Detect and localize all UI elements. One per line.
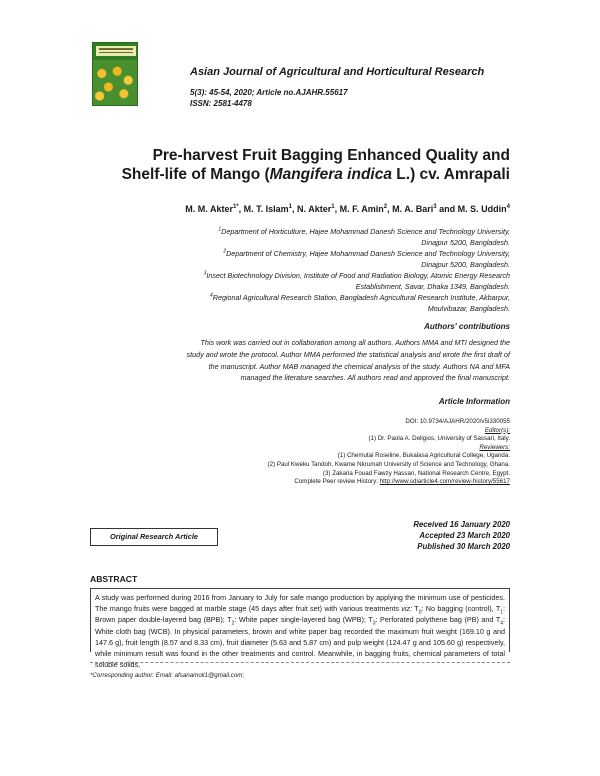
- paper-title-line-1: Pre-harvest Fruit Bagging Enhanced Quality and: [152, 147, 510, 164]
- paper-title-line-2: Shelf-life of Mango (Mangifera indica L.) cv. Amrapali: [121, 166, 510, 183]
- author: M. A. Bari$^3$ and: [392, 204, 458, 214]
- published-date: Published 30 March 2020: [417, 542, 510, 551]
- author: M. F. Amin$^2$,: [339, 204, 393, 214]
- reviewers-label: Reviewers:: [479, 443, 510, 451]
- journal-volume: 5(3): 45-54, 2020; Article no.AJAHR.55617: [190, 88, 348, 97]
- article-info: [90, 418, 510, 487]
- abstract-text: A study was performed during 2016 from January to July for safe mango production by applying the minimum use of pesticides. The mango fruits were bagged at marble stage (45 days after fruit set) with various treatments viz: $T_0$: No bagging (control), $T_1$: Brown paper double-layered bag (BPB); $T_2$: White paper single-layered bag (WPB); $T_3$: Perforated polythene bag (PB) and $T_4$: White cloth bag (WCB). In physical parameters, brown and white paper bag recorded the maximum fruit weight (169.10 g and 147.6 g), fruit length (8.57 and 8.33 cm), fruit diameter (5.63 and 5.87 cm) and pulp weight (124.47 g and 105.60 g) respectively, while minimum result was found in the other treatments and control. Meanwhile, in bagging fruits, chemical parameters of total soluble solids,: [90, 588, 510, 652]
- reviewer-entry: (3) Zakaria Fouad Fawzy Hassan, National Research Centre, Egypt.: [322, 469, 510, 477]
- doi: DOI: 10.9734/AJAHR/2020/v5i330055: [405, 418, 510, 425]
- accepted-date: Accepted 23 March 2020: [419, 531, 510, 540]
- journal-cover-image: [92, 42, 138, 106]
- affiliation: $^3$Insect Biotechnology Division, Institute of Food and Radiation Biology, Atomic Energy Research Establishment, Savar, Dhaka 1349, Bangladesh.: [203, 270, 510, 291]
- review-history-link[interactable]: http://www.sdiarticle4.com/review-history/55617: [379, 478, 510, 486]
- author-list: [90, 204, 510, 214]
- abstract-heading: ABSTRACT: [90, 574, 138, 584]
- contributions-text: This work was carried out in collaboration among all authors. Authors MMA and MTI designed the study and wrote the protocol. Author MMA performed the statistical analysis and wrote the first draft of the manuscript. Author MAB managed the chemical analysis of the study. Authors NA and MFA managed the literature searches. All authors read and approved the final manuscript.: [186, 338, 510, 383]
- paper-title: [90, 146, 510, 184]
- journal-name: Asian Journal of Agricultural and Horticultural Research: [190, 66, 485, 78]
- reviewer-entry: (2) Paul Kweku Tandoh, Kwame Nkrumah University of Science and Technology, Ghana.: [267, 460, 510, 468]
- author: M. M. Akter$^{1*}$,: [185, 204, 244, 214]
- affiliation: $^1$Department of Horticulture, Hajee Mohammad Danesh Science and Technology University, Dinajpur 5200, Bangladesh.: [218, 226, 510, 247]
- contributions-heading: Authors' contributions: [424, 322, 510, 331]
- cover-sunflower-field: [93, 60, 137, 105]
- article-type-badge: Original Research Article: [90, 528, 218, 546]
- cover-title-band: [96, 46, 136, 56]
- article-info-heading: Article Information: [438, 397, 510, 406]
- affiliation: $^2$Department of Chemistry, Hajee Mohammad Danesh Science and Technology University, Dinajpur 5200, Bangladesh.: [223, 248, 510, 269]
- review-history: Complete Peer review History: http://www.sdiarticle4.com/review-history/55617: [294, 478, 510, 486]
- author: M. T. Islam$^1$,: [243, 204, 298, 214]
- reviewer-entry: (1) Chemutai Roseline, Bukalasa Agricultural College, Uganda.: [337, 452, 510, 460]
- corresponding-author-footnote: *Corresponding author: Email: afsanamoli1@gmail.com;: [90, 672, 245, 679]
- journal-issn: ISSN: 2581-4478: [190, 99, 252, 108]
- received-date: Received 16 January 2020: [413, 520, 510, 529]
- species-name: Mangifera indica: [269, 166, 392, 183]
- footnote-divider: [90, 662, 510, 663]
- editors-label: Editor(s):: [484, 426, 510, 434]
- editor-entry: (1) Dr. Paola A. Deligios, University of Sassari, Italy.: [368, 435, 510, 443]
- affiliation: $^4$Regional Agricultural Research Station, Bangladesh Agricultural Research Institute, Akbarpur, Moulvibazar, Bangladesh.: [209, 292, 510, 313]
- author: M. S. Uddin$^4$: [457, 204, 510, 214]
- author: N. Akter$^1$,: [297, 204, 340, 214]
